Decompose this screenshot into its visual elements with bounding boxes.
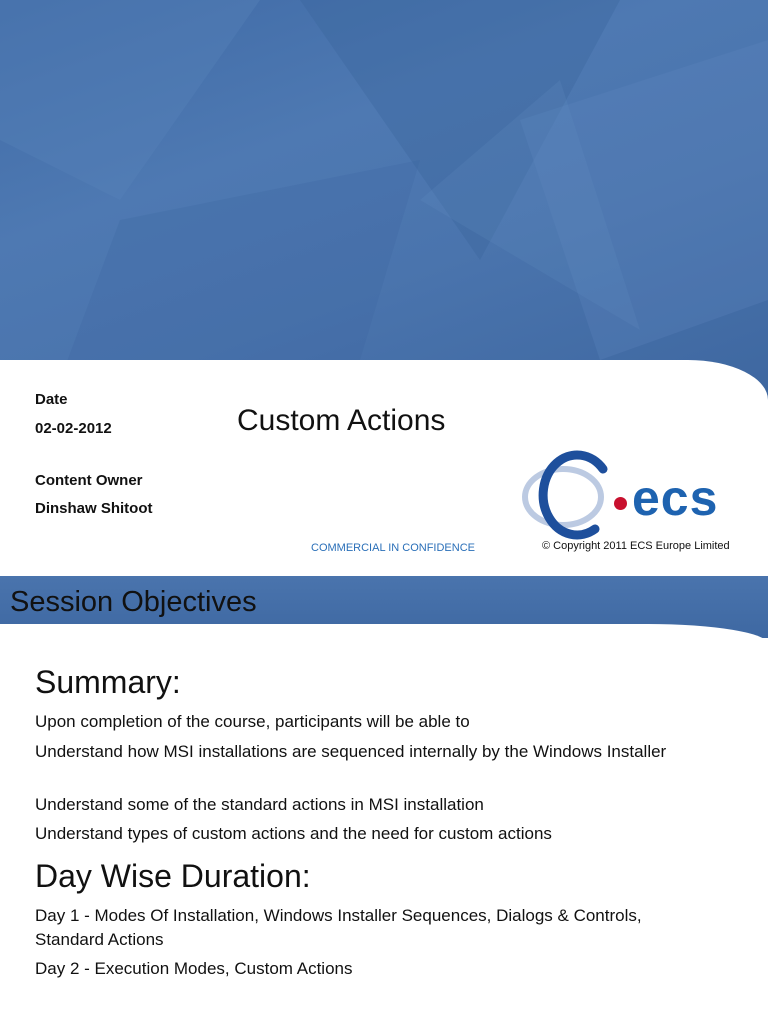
date-label: Date	[35, 391, 68, 408]
slide-title: Custom Actions	[237, 404, 446, 437]
duration-item: Day 2 - Execution Modes, Custom Actions	[35, 959, 353, 978]
content-owner-value: Dinshaw Shitoot	[35, 500, 153, 517]
summary-item: Understand some of the standard actions in MSI installation	[35, 795, 484, 814]
logo-swoosh-icon	[515, 447, 625, 543]
confidential-notice: COMMERCIAL IN CONFIDENCE	[311, 542, 475, 554]
logo-dot-icon	[614, 497, 627, 510]
date-value: 02-02-2012	[35, 420, 112, 437]
ecs-logo	[515, 447, 740, 543]
content-owner-label: Content Owner	[35, 472, 143, 489]
duration-heading: Day Wise Duration:	[35, 858, 311, 894]
background-facets	[0, 0, 768, 420]
summary-heading: Summary:	[35, 664, 181, 700]
slide-title: Session Objectives	[10, 586, 257, 618]
hero-background	[0, 0, 768, 420]
logo-text: ecs	[632, 470, 719, 526]
summary-item: Understand how MSI installations are sequenced internally by the Windows Installer	[35, 742, 667, 761]
objectives-slide	[0, 576, 768, 1024]
title-band-curve	[0, 624, 768, 652]
summary-item: Understand types of custom actions and the need for custom actions	[35, 824, 552, 843]
duration-item: Day 1 - Modes Of Installation, Windows Installer Sequences, Dialogs & Controls, Standard Actions	[35, 906, 642, 949]
copyright-notice: © Copyright 2011 ECS Europe Limited	[542, 540, 730, 552]
summary-item: Upon completion of the course, participants will be able to	[35, 712, 470, 731]
